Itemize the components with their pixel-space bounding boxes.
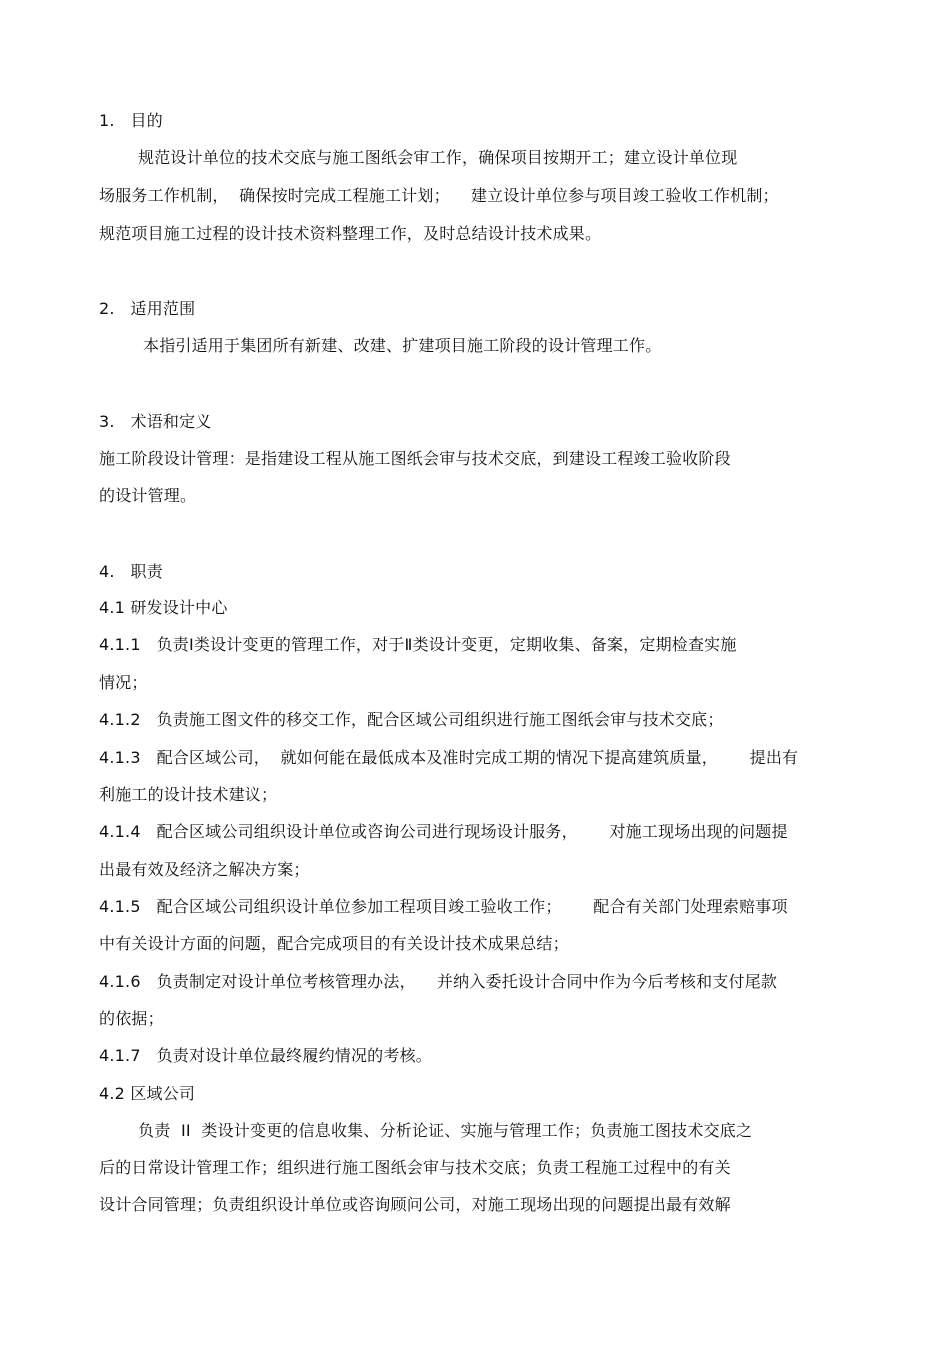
section-1-line-2: 场服务工作机制， 确保按时完成工程施工计划； 建立设计单位参与项目竣工验收工作机制； [99,186,779,205]
subsection-4-1-heading: 4.1 研发设计中心 [99,598,228,617]
item-4-1-4-line-2: 出最有效及经济之解决方案； [99,860,310,879]
item-4-1-3-line-1: 4.1.3 配合区域公司， 就如何能在最低成本及准时完成工期的情况下提高建筑质量， 提出有 [99,748,799,767]
item-4-1-4-line-1: 4.1.4 配合区域公司组织设计单位或咨询公司进行现场设计服务， 对施工现场出现的问题提 [99,822,788,841]
section-1-heading: 1. 目的 [99,111,163,130]
item-4-1-5-line-2: 中有关设计方面的问题，配合完成项目的有关设计技术成果总结； [99,934,569,953]
item-4-1-1-line-2: 情况； [99,673,148,692]
section-4-2-line-2: 后的日常设计管理工作；组织进行施工图纸会审与技术交底；负责工程施工过程中的有关 [99,1158,731,1177]
item-4-1-6-line-2: 的依据； [99,1009,164,1028]
item-4-1-3-line-2: 利施工的设计技术建议； [99,785,278,804]
section-2-line-1: 本指引适用于集团所有新建、改建、扩建项目施工阶段的设计管理工作。 [143,336,662,355]
section-2-heading: 2. 适用范围 [99,299,196,318]
item-4-1-7: 4.1.7 负责对设计单位最终履约情况的考核。 [99,1046,432,1065]
section-1-line-3: 规范项目施工过程的设计技术资料整理工作，及时总结设计技术成果。 [99,224,602,243]
section-4-heading: 4. 职责 [99,562,163,581]
section-3-line-2: 的设计管理。 [99,486,197,505]
item-4-1-1-line-1: 4.1.1 负责Ⅰ类设计变更的管理工作，对于Ⅱ类设计变更，定期收集、备案，定期检查实施 [99,635,737,654]
subsection-4-2-heading: 4.2 区域公司 [99,1084,196,1103]
section-4-2-line-3: 设计合同管理；负责组织设计单位或咨询顾问公司，对施工现场出现的问题提出最有效解 [99,1195,731,1214]
item-4-1-2: 4.1.2 负责施工图文件的移交工作，配合区域公司组织进行施工图纸会审与技术交底； [99,710,724,729]
section-3-line-1: 施工阶段设计管理：是指建设工程从施工图纸会审与技术交底，到建设工程竣工验收阶段 [99,449,731,468]
section-1-line-1: 规范设计单位的技术交底与施工图纸会审工作，确保项目按期开工；建立设计单位现 [138,148,738,167]
item-4-1-5-line-1: 4.1.5 配合区域公司组织设计单位参加工程项目竣工验收工作； 配合有关部门处理索赔事项 [99,897,788,916]
item-4-1-6-line-1: 4.1.6 负责制定对设计单位考核管理办法， 并纳入委托设计合同中作为今后考核和支付尾款 [99,972,778,991]
section-3-heading: 3. 术语和定义 [99,412,212,431]
section-4-2-line-1: 负责 II 类设计变更的信息收集、分析论证、实施与管理工作；负责施工图技术交底之 [138,1121,753,1140]
